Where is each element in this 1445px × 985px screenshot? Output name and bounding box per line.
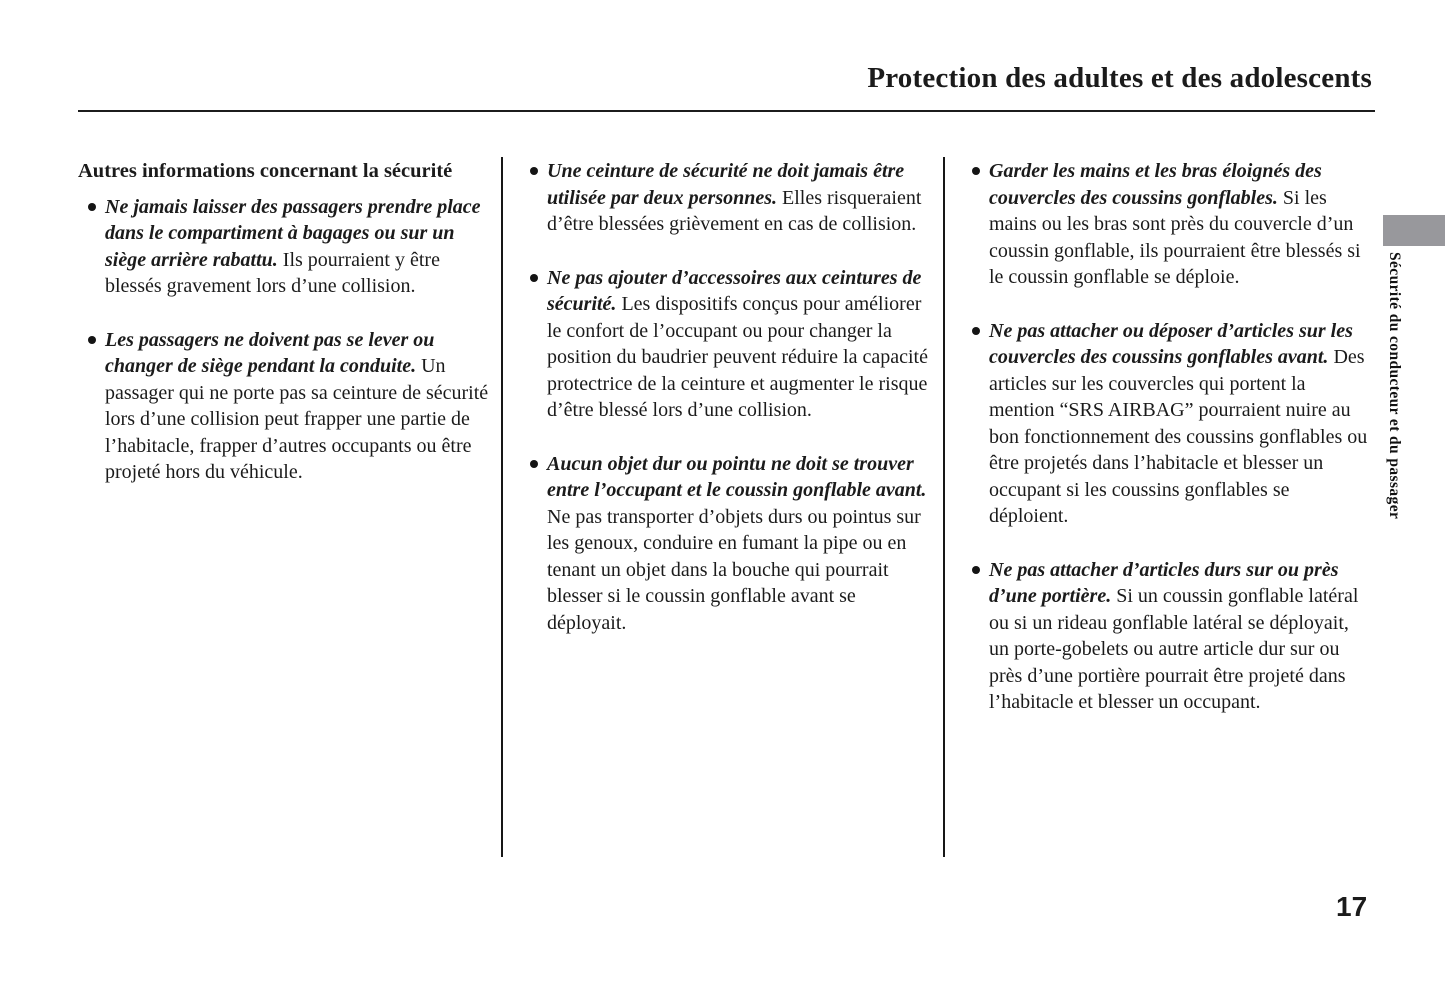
text-column-right <box>962 158 1372 743</box>
header-divider-rule <box>78 110 1375 112</box>
bullet-body: Ils pourraient y être blessés gravement lors d’une collision. <box>105 248 440 297</box>
page-title: Protection des adultes et des adolescents <box>867 62 1372 94</box>
column-divider <box>501 157 503 857</box>
bullet-lead: Garder les mains et les bras éloignés des couvercles des coussins gonflables. <box>989 160 1322 209</box>
bullet-lead: Ne jamais laisser des passagers prendre place dans le compartiment à bagages ou sur un siège arrière rabattu. <box>105 195 481 271</box>
bullet-item <box>520 265 930 424</box>
bullet-item <box>78 327 490 486</box>
bullet-body: Elles risqueraient d’être blessées grièvement en cas de collision. <box>547 186 922 235</box>
text-column-left <box>78 158 490 513</box>
bullet-item <box>962 158 1372 291</box>
bullet-lead: Ne pas ajouter d’accessoires aux ceintures de sécurité. <box>547 266 922 315</box>
bullet-body: Un passager qui ne porte pas sa ceinture de sécurité lors d’une collision peut frapper une partie de l’habitacle, frapper d’autres occupants ou être projeté hors du véhicule. <box>105 355 489 483</box>
bullet-body: Si un coussin gonflable latéral ou si un rideau gonflable latéral se déployait, un porte-gobelets ou autre article dur sur ou près d’une portière pourrait être projeté dans l’habitacle et blesser un occupant. <box>989 585 1359 713</box>
bullet-lead: Aucun objet dur ou pointu ne doit se trouver entre l’occupant et le coussin gonflable avant. <box>547 452 927 501</box>
bullet-lead: Ne pas attacher d’articles durs sur ou près d’une portière. <box>989 558 1339 607</box>
bullet-body: Ne pas transporter d’objets durs ou pointus sur les genoux, conduire en fumant la pipe ou en tenant un objet dans la bouche qui pourrait blesser si le coussin gonflable avant se déployait. <box>547 505 921 634</box>
section-tab-marker <box>1383 215 1445 246</box>
page-number: 17 <box>1336 891 1368 922</box>
bullet-lead: Ne pas attacher ou déposer d’articles sur les couvercles des coussins gonflables avant. <box>989 319 1353 368</box>
bullet-item <box>962 318 1372 530</box>
section-vertical-label: Sécurité du conducteur et du passager <box>1386 252 1403 520</box>
bullet-item <box>520 451 930 637</box>
column-divider <box>943 157 945 857</box>
bullet-item <box>962 557 1372 716</box>
bullet-body: Si les mains ou les bras sont près du couvercle d’un coussin gonflable, ils pourraient être blessés si le coussin gonflable se déploie. <box>989 186 1361 288</box>
bullet-lead: Les passagers ne doivent pas se lever ou changer de siège pendant la conduite. <box>105 328 435 377</box>
text-column-middle <box>520 158 930 663</box>
column-heading: Autres informations concernant la sécurité <box>78 160 453 182</box>
bullet-item <box>78 194 490 300</box>
bullet-lead: Une ceinture de sécurité ne doit jamais être utilisée par deux personnes. <box>547 160 905 209</box>
bullet-body: Des articles sur les couvercles qui portent la mention “SRS AIRBAG” pourraient nuire au bon fonctionnement des coussins gonflables ou être projetés dans l’habitacle et blesser un occupant si les coussins gonflables se déploient. <box>989 346 1368 527</box>
bullet-item <box>520 158 930 238</box>
bullet-body: Les dispositifs conçus pour améliorer le confort de l’occupant ou pour changer la position du baudrier peuvent réduire la capacité protectrice de la ceinture et augmenter le risque d’être blessé lors d’une collision. <box>547 293 928 421</box>
